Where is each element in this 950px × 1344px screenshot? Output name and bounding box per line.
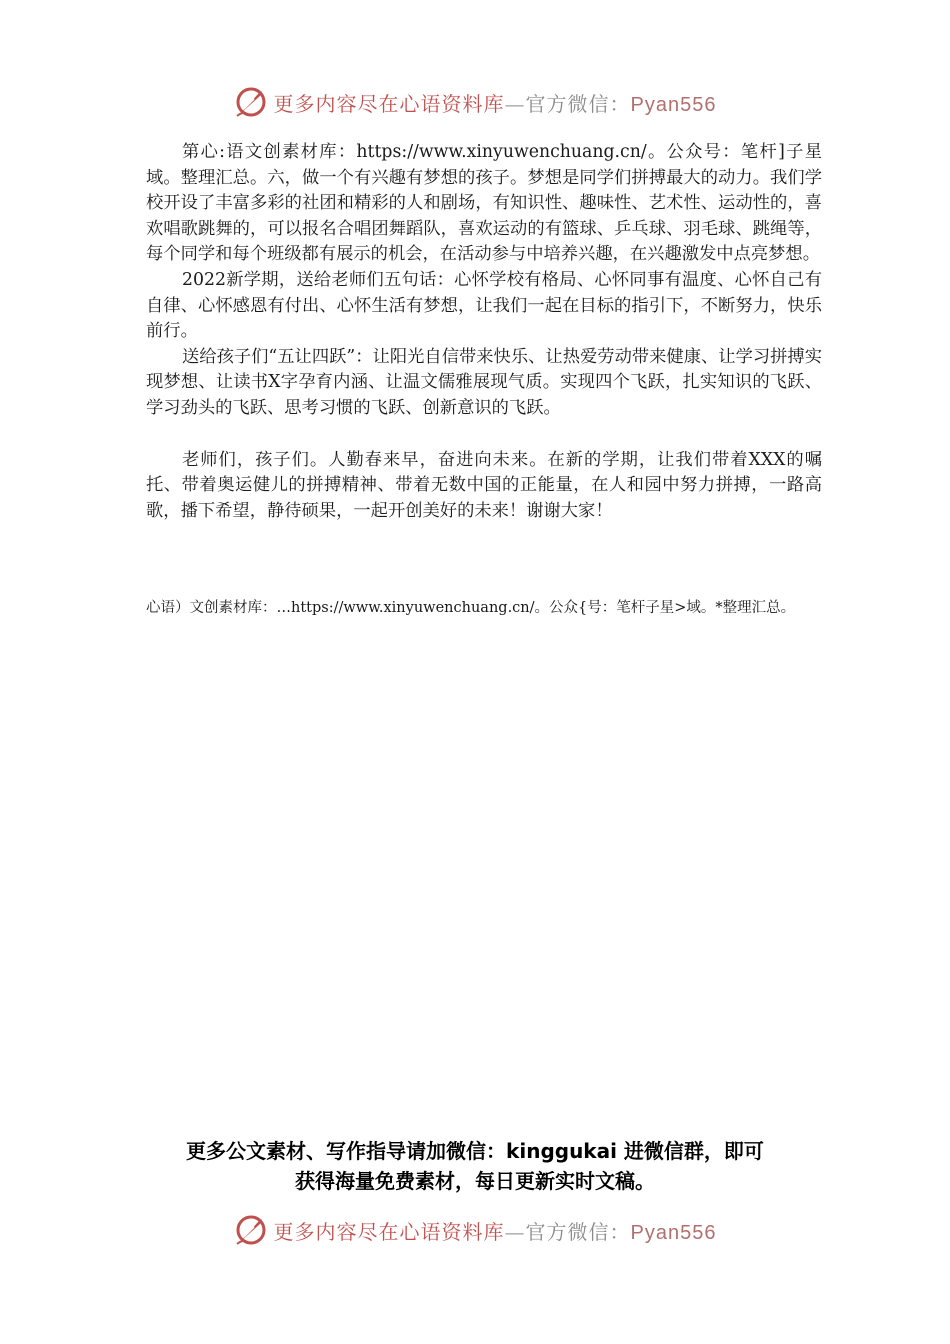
promo-line: 更多公文素材、写作指导请加微信：kinggukai 进微信群，即可 (186, 1139, 764, 1163)
header-banner (0, 82, 950, 122)
quill-logo-icon (234, 85, 268, 119)
document-body (146, 140, 822, 524)
quill-logo-icon (234, 1213, 268, 1247)
paragraph: 第心:语文创素材库：https://www.xinyuwenchuang.cn/。公众号：笔杆]子星域。整理汇总。六，做一个有兴趣有梦想的孩子。梦想是同学们拼搏最大的动力。我们学校开设了丰富多彩的社团和精彩的人和剧场，有知识性、趣味性、艺术性、运动性的，喜欢唱歌跳舞的，可以报名合唱团舞蹈队，喜欢运动的有篮球、乒乓球、羽毛球、跳绳等，每个同学和每个班级都有展示的机会，在活动参与中培养兴趣，在兴趣激发中点亮梦想。 (146, 142, 822, 265)
promo-notice (140, 1136, 810, 1196)
paragraph: 2022新学期，送给老师们五句话：心怀学校有格局、心怀同事有温度、心怀自己有自律、心怀感恩有付出、心怀生活有梦想，让我们一起在目标的指引下，不断努力，快乐前行。 (146, 269, 822, 342)
paragraph: 送给孩子们“五让四跃”：让阳光自信带来快乐、让热爱劳动带来健康、让学习拼搏实现梦想、让读书X字孕育内涵、让温文儒雅展现气质。实现四个飞跃，扎实知识的飞跃、学习劲头的飞跃、思考习惯的飞跃、创新意识的飞跃。 (146, 346, 822, 418)
promo-line: 获得海量免费素材，每日更新实时文稿。 (295, 1169, 655, 1193)
source-footnote: 心语）文创素材库：…https://www.xinyuwenchuang.cn/。公众{号：笔杆子星>域。*整理汇总。 (146, 600, 796, 616)
footer-banner (0, 1210, 950, 1250)
paragraph: 老师们，孩子们。人勤春来早，奋进向未来。在新的学期，让我们带着XXX的嘱托、带着奥运健儿的拼搏精神、带着无数中国的正能量，在人和园中努力拼搏，一路高歌，播下希望，静待硕果，一起开创美好的未来！谢谢大家！ (146, 449, 822, 521)
banner-text: 更多内容尽在心语资料库—官方微信：Pyan556 (273, 91, 717, 116)
banner-text: 更多内容尽在心语资料库—官方微信：Pyan556 (273, 1219, 717, 1244)
